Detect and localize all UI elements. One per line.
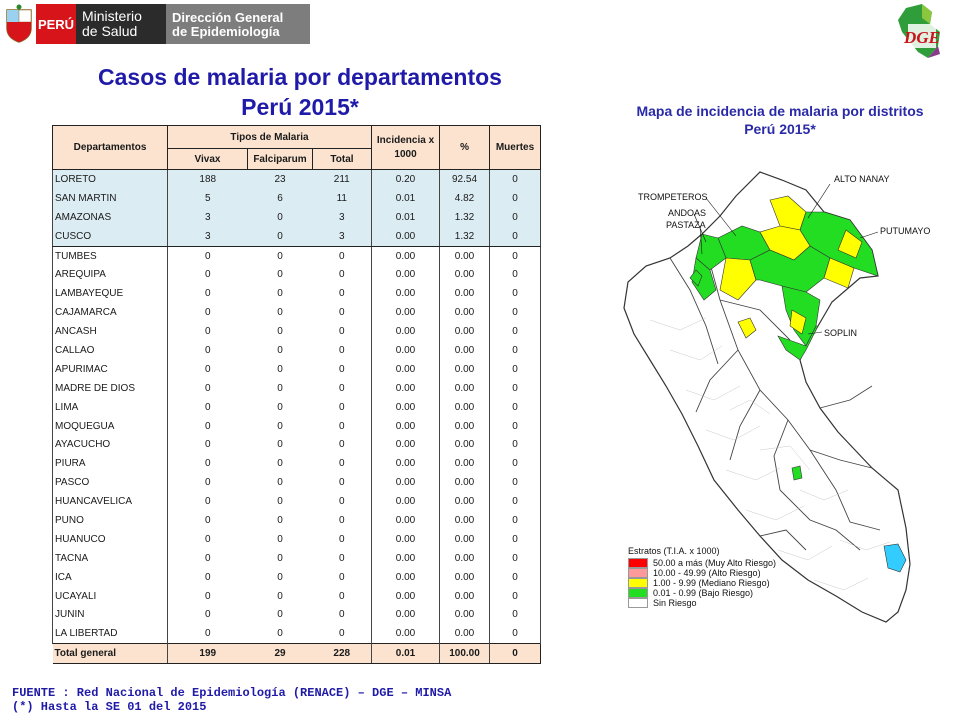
cell-muertes: 0 (490, 511, 541, 530)
cell-total: 0 (313, 435, 372, 454)
cell-total: 3 (313, 227, 372, 246)
table-row (53, 284, 541, 303)
cell-dept: APURIMAC (53, 360, 168, 379)
total-percent: 100.00 (440, 644, 490, 664)
cell-incidencia: 0.00 (372, 549, 440, 568)
dge-logo-text: DGE (904, 28, 940, 47)
cell-incidencia: 0.00 (372, 246, 440, 265)
cell-pct: 0.00 (440, 568, 490, 587)
cell-muertes: 0 (490, 208, 541, 227)
cell-falciparum: 0 (277, 288, 283, 300)
cell-dept: PUNO (53, 511, 168, 530)
table-body (53, 170, 541, 644)
cell-muertes: 0 (490, 435, 541, 454)
cell-total: 0 (313, 246, 372, 265)
cell-incidencia: 0.00 (372, 473, 440, 492)
cell-total: 0 (313, 417, 372, 436)
cell-incidencia: 0.00 (372, 341, 440, 360)
table-total-row (53, 644, 541, 664)
cell-falciparum: 0 (277, 514, 283, 526)
map-legend (628, 546, 776, 608)
cell-total: 0 (313, 284, 372, 303)
cell-pct: 92.54 (440, 170, 490, 189)
cell-incidencia: 0.00 (372, 435, 440, 454)
cell-dept: AREQUIPA (53, 265, 168, 284)
table-row (53, 360, 541, 379)
legend-swatch (628, 558, 648, 568)
cell-dept: AYACUCHO (53, 435, 168, 454)
cell-dept: UCAYALI (53, 587, 168, 606)
cell-vivax: 0 (204, 344, 211, 356)
cell-dept: CALLAO (53, 341, 168, 360)
label-pastaza: PASTAZA (666, 220, 706, 230)
cell-falciparum: 0 (277, 250, 283, 262)
cell-falciparum: 0 (277, 571, 283, 583)
footer-source (12, 686, 451, 714)
table-row (53, 492, 541, 511)
cell-falciparum: 0 (277, 307, 283, 319)
cell-muertes: 0 (490, 379, 541, 398)
legend-item (628, 568, 776, 578)
legend-label: Sin Riesgo (653, 598, 697, 608)
title-line-1: Casos de malaria por departamentos (98, 64, 502, 90)
cell-total: 0 (313, 322, 372, 341)
header-vivax: Vivax (168, 149, 248, 170)
cell-pct: 0.00 (440, 284, 490, 303)
cell-dept: LA LIBERTAD (53, 624, 168, 643)
cell-dept: PASCO (53, 473, 168, 492)
cell-falciparum: 0 (277, 363, 283, 375)
cell-incidencia: 0.00 (372, 360, 440, 379)
cell-vivax: 0 (204, 590, 211, 602)
cell-muertes: 0 (490, 417, 541, 436)
cell-vivax: 0 (204, 269, 211, 281)
cell-incidencia: 0.00 (372, 284, 440, 303)
cell-pct: 0.00 (440, 530, 490, 549)
legend-swatch (628, 598, 648, 608)
cell-muertes: 0 (490, 303, 541, 322)
cell-falciparum: 0 (277, 533, 283, 545)
cell-muertes: 0 (490, 492, 541, 511)
cell-falciparum: 23 (248, 170, 313, 189)
cell-falciparum: 0 (277, 477, 283, 489)
footer-line-2: (*) Hasta la SE 01 del 2015 (12, 700, 207, 714)
cell-pct: 4.82 (440, 189, 490, 208)
cell-incidencia: 0.00 (372, 530, 440, 549)
cell-dept: LAMBAYEQUE (53, 284, 168, 303)
cell-muertes: 0 (490, 265, 541, 284)
cell-dept: HUANCAVELICA (53, 492, 168, 511)
cell-pct: 0.00 (440, 492, 490, 511)
cell-pct: 0.00 (440, 549, 490, 568)
cell-total: 0 (313, 605, 372, 624)
cell-pct: 0.00 (440, 246, 490, 265)
cell-falciparum: 0 (277, 269, 283, 281)
page-title (0, 62, 600, 122)
cell-muertes: 0 (490, 549, 541, 568)
legend-swatch (628, 568, 648, 578)
cell-falciparum: 0 (277, 420, 283, 432)
cell-vivax: 5 (168, 189, 248, 208)
cell-vivax: 188 (168, 170, 248, 189)
cell-vivax: 0 (204, 439, 211, 451)
table-row (53, 398, 541, 417)
map-title-line-2: Perú 2015* (744, 121, 816, 137)
cell-dept: HUANUCO (53, 530, 168, 549)
cell-pct: 1.32 (440, 227, 490, 246)
cell-vivax: 3 (168, 208, 248, 227)
cell-dept: CAJAMARCA (53, 303, 168, 322)
cell-incidencia: 0.00 (372, 492, 440, 511)
cell-falciparum: 0 (277, 401, 283, 413)
ministry-name (76, 4, 166, 44)
legend-title: Estratos (T.I.A. x 1000) (628, 546, 720, 556)
dge-logo-icon (892, 2, 948, 62)
cell-pct: 1.32 (440, 208, 490, 227)
cell-vivax: 0 (204, 533, 211, 545)
cell-pct: 0.00 (440, 417, 490, 436)
cell-falciparum: 0 (248, 227, 313, 246)
cell-pct: 0.00 (440, 511, 490, 530)
cell-pct: 0.00 (440, 360, 490, 379)
table-row (53, 379, 541, 398)
dge-line-2: de Epidemiología (172, 24, 280, 39)
cell-total: 0 (313, 568, 372, 587)
cell-dept: ANCASH (53, 322, 168, 341)
total-falciparum: 29 (248, 644, 313, 664)
cell-muertes: 0 (490, 605, 541, 624)
cell-vivax: 3 (168, 227, 248, 246)
table-row (53, 417, 541, 436)
label-putumayo: PUTUMAYO (880, 226, 931, 236)
header-incidencia (372, 126, 440, 170)
cell-total: 0 (313, 549, 372, 568)
legend-item (628, 558, 776, 568)
dge-line-1: Dirección General (172, 10, 284, 25)
header-muertes: Muertes (490, 126, 541, 170)
cell-vivax: 0 (204, 250, 211, 262)
cell-dept: PIURA (53, 454, 168, 473)
cell-vivax: 0 (204, 307, 211, 319)
cell-dept: MOQUEGUA (53, 417, 168, 436)
cell-muertes: 0 (490, 530, 541, 549)
header-percent: % (440, 126, 490, 170)
cell-falciparum: 0 (277, 628, 283, 640)
legend-label: 0.01 - 0.99 (Bajo Riesgo) (653, 588, 754, 598)
cell-dept: LIMA (53, 398, 168, 417)
legend-items (628, 558, 776, 608)
cell-falciparum: 0 (277, 439, 283, 451)
cell-total: 0 (313, 473, 372, 492)
table-row (53, 605, 541, 624)
cell-vivax: 0 (204, 288, 211, 300)
cell-incidencia: 0.00 (372, 454, 440, 473)
cell-muertes: 0 (490, 341, 541, 360)
cell-incidencia: 0.00 (372, 568, 440, 587)
cell-pct: 0.00 (440, 398, 490, 417)
table-row (53, 170, 541, 189)
dge-name (166, 4, 310, 44)
cell-vivax: 0 (204, 477, 211, 489)
cell-pct: 0.00 (440, 303, 490, 322)
cell-falciparum: 0 (277, 590, 283, 602)
cell-incidencia: 0.00 (372, 587, 440, 606)
total-total: 228 (313, 644, 372, 664)
table-row (53, 227, 541, 246)
peru-label: PERÚ (36, 4, 76, 44)
map-title (610, 102, 950, 138)
legend-item (628, 598, 776, 608)
cell-total: 0 (313, 587, 372, 606)
cell-incidencia: 0.00 (372, 398, 440, 417)
cell-vivax: 0 (204, 552, 211, 564)
footer-line-1: FUENTE : Red Nacional de Epidemiología (RENACE) – DGE – MINSA (12, 686, 452, 700)
total-muertes: 0 (490, 644, 541, 664)
cell-vivax: 0 (204, 458, 211, 470)
malaria-table (52, 125, 541, 664)
cell-dept: SAN MARTIN (53, 189, 168, 208)
cell-incidencia: 0.00 (372, 265, 440, 284)
table-row (53, 341, 541, 360)
cell-muertes: 0 (490, 284, 541, 303)
cell-falciparum: 0 (248, 208, 313, 227)
cell-pct: 0.00 (440, 379, 490, 398)
legend-item (628, 588, 776, 598)
cell-pct: 0.00 (440, 454, 490, 473)
table-row (53, 454, 541, 473)
header-total: Total (313, 149, 372, 170)
cell-total: 0 (313, 265, 372, 284)
cell-pct: 0.00 (440, 341, 490, 360)
cell-total: 0 (313, 303, 372, 322)
legend-item (628, 578, 776, 588)
cell-falciparum: 0 (277, 344, 283, 356)
cell-total: 211 (313, 170, 372, 189)
cell-total: 0 (313, 360, 372, 379)
cell-dept: MADRE DE DIOS (53, 379, 168, 398)
cell-total: 3 (313, 208, 372, 227)
cell-total: 0 (313, 624, 372, 643)
table-row (53, 303, 541, 322)
cell-vivax: 0 (204, 326, 211, 338)
table-row (53, 624, 541, 643)
cell-vivax: 0 (204, 420, 211, 432)
cell-muertes: 0 (490, 398, 541, 417)
cell-pct: 0.00 (440, 435, 490, 454)
malaria-table-container (52, 125, 540, 664)
legend-label: 1.00 - 9.99 (Mediano Riesgo) (653, 578, 770, 588)
cell-muertes: 0 (490, 624, 541, 643)
cell-falciparum: 0 (277, 382, 283, 394)
total-label: Total general (53, 644, 168, 664)
map-title-line-1: Mapa de incidencia de malaria por distritos (636, 103, 924, 119)
header-incidencia-line-1: Incidencia x (376, 134, 435, 146)
label-andoas: ANDOAS (668, 208, 707, 218)
cell-incidencia: 0.20 (372, 170, 440, 189)
cell-dept: TUMBES (53, 246, 168, 265)
label-alto-nanay: ALTO NANAY (834, 174, 890, 184)
cell-incidencia: 0.00 (372, 511, 440, 530)
cell-vivax: 0 (204, 496, 211, 508)
table-row (53, 530, 541, 549)
cell-dept: JUNIN (53, 605, 168, 624)
cell-dept: CUSCO (53, 227, 168, 246)
cell-muertes: 0 (490, 227, 541, 246)
table-row (53, 473, 541, 492)
district-junin (792, 466, 802, 480)
cell-incidencia: 0.00 (372, 322, 440, 341)
cell-vivax: 0 (204, 628, 211, 640)
total-vivax: 199 (168, 644, 248, 664)
cell-falciparum: 0 (277, 609, 283, 621)
table-row (53, 189, 541, 208)
table-row (53, 265, 541, 284)
cell-incidencia: 0.01 (372, 208, 440, 227)
legend-swatch (628, 588, 648, 598)
label-trompeteros: TROMPETEROS (638, 192, 708, 202)
cell-incidencia: 0.00 (372, 379, 440, 398)
header-logos (0, 0, 312, 48)
cell-falciparum: 0 (277, 326, 283, 338)
cell-falciparum: 6 (248, 189, 313, 208)
legend-label: 50.00 a más (Muy Alto Riesgo) (653, 558, 777, 568)
cell-incidencia: 0.00 (372, 605, 440, 624)
cell-dept: AMAZONAS (53, 208, 168, 227)
table-row (53, 435, 541, 454)
table-row (53, 208, 541, 227)
cell-muertes: 0 (490, 360, 541, 379)
table-row (53, 246, 541, 265)
total-incidencia: 0.01 (372, 644, 440, 664)
legend-swatch (628, 578, 648, 588)
table-row (53, 549, 541, 568)
cell-pct: 0.00 (440, 473, 490, 492)
peru-coat-of-arms-icon (4, 4, 34, 44)
cell-dept: ICA (53, 568, 168, 587)
ministry-line-2: de Salud (82, 23, 138, 39)
cell-pct: 0.00 (440, 605, 490, 624)
cell-total: 0 (313, 398, 372, 417)
cell-total: 0 (313, 341, 372, 360)
ministry-line-1: Ministerio (82, 8, 142, 24)
cell-dept: TACNA (53, 549, 168, 568)
cell-muertes: 0 (490, 454, 541, 473)
cell-vivax: 0 (204, 609, 211, 621)
cell-total: 0 (313, 530, 372, 549)
header-tipos-malaria: Tipos de Malaria (168, 126, 372, 149)
cell-pct: 0.00 (440, 587, 490, 606)
cell-muertes: 0 (490, 473, 541, 492)
cell-falciparum: 0 (277, 496, 283, 508)
cell-incidencia: 0.00 (372, 227, 440, 246)
cell-dept: LORETO (53, 170, 168, 189)
header-departamentos: Departamentos (53, 126, 168, 170)
cell-muertes: 0 (490, 189, 541, 208)
cell-muertes: 0 (490, 246, 541, 265)
cell-falciparum: 0 (277, 458, 283, 470)
cell-vivax: 0 (204, 382, 211, 394)
cell-incidencia: 0.00 (372, 624, 440, 643)
table-row (53, 568, 541, 587)
cell-vivax: 0 (204, 363, 211, 375)
cell-total: 0 (313, 492, 372, 511)
header-incidencia-line-2: 1000 (394, 148, 417, 160)
cell-muertes: 0 (490, 587, 541, 606)
cell-muertes: 0 (490, 322, 541, 341)
legend-label: 10.00 - 49.99 (Alto Riesgo) (653, 568, 761, 578)
cell-total: 0 (313, 379, 372, 398)
cell-vivax: 0 (204, 401, 211, 413)
cell-falciparum: 0 (277, 552, 283, 564)
cell-pct: 0.00 (440, 624, 490, 643)
cell-muertes: 0 (490, 170, 541, 189)
label-soplin: SOPLIN (824, 328, 858, 338)
cell-total: 11 (313, 189, 372, 208)
cell-total: 0 (313, 454, 372, 473)
cell-incidencia: 0.00 (372, 303, 440, 322)
cell-pct: 0.00 (440, 322, 490, 341)
table-row (53, 511, 541, 530)
cell-total: 0 (313, 511, 372, 530)
header-falciparum: Falciparum (248, 149, 313, 170)
cell-muertes: 0 (490, 568, 541, 587)
cell-pct: 0.00 (440, 265, 490, 284)
table-row (53, 587, 541, 606)
cell-incidencia: 0.01 (372, 189, 440, 208)
cell-incidencia: 0.00 (372, 417, 440, 436)
title-line-2: Perú 2015* (241, 94, 359, 120)
table-row (53, 322, 541, 341)
cell-vivax: 0 (204, 571, 211, 583)
cell-vivax: 0 (204, 514, 211, 526)
